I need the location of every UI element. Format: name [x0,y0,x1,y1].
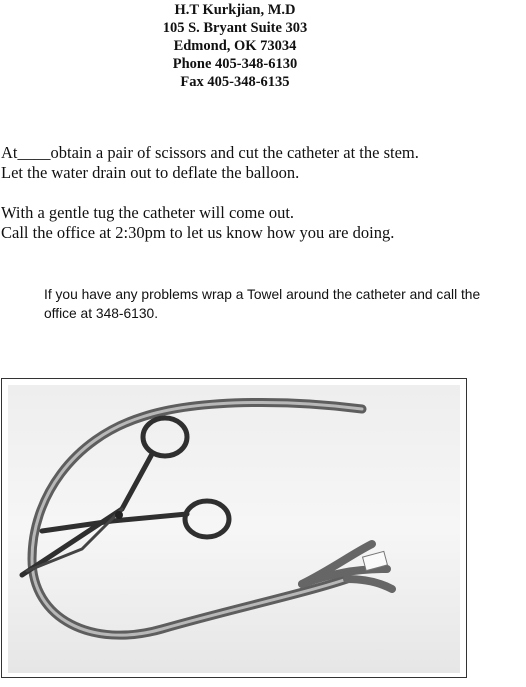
letterhead [0,1,470,91]
address-line-1: 105 S. Bryant Suite 303 [162,20,308,36]
instruction-cut-catheter: At____obtain a pair of scissors and cut the catheter at the stem. [1,143,419,162]
catheter-scissors-photo [1,378,467,678]
problem-note-text: If you have any problems wrap a Towel around the catheter and call the office at 348-6130. [44,287,481,321]
instruction-call-office: Call the office at 2:30pm to let us know how you are doing. [1,223,395,242]
phone-number: Phone 405-348-6130 [172,56,298,72]
instruction-remove-catheter: With a gentle tug the catheter will come out. [1,203,295,222]
doctor-name: H.T Kurkjian, M.D [174,2,296,18]
fax-number: Fax 405-348-6135 [180,74,290,90]
instruction-drain-water: Let the water drain out to deflate the balloon. [1,163,300,182]
address-line-2: Edmond, OK 73034 [173,38,297,54]
problem-note [44,285,484,323]
instructions-block [1,143,451,243]
